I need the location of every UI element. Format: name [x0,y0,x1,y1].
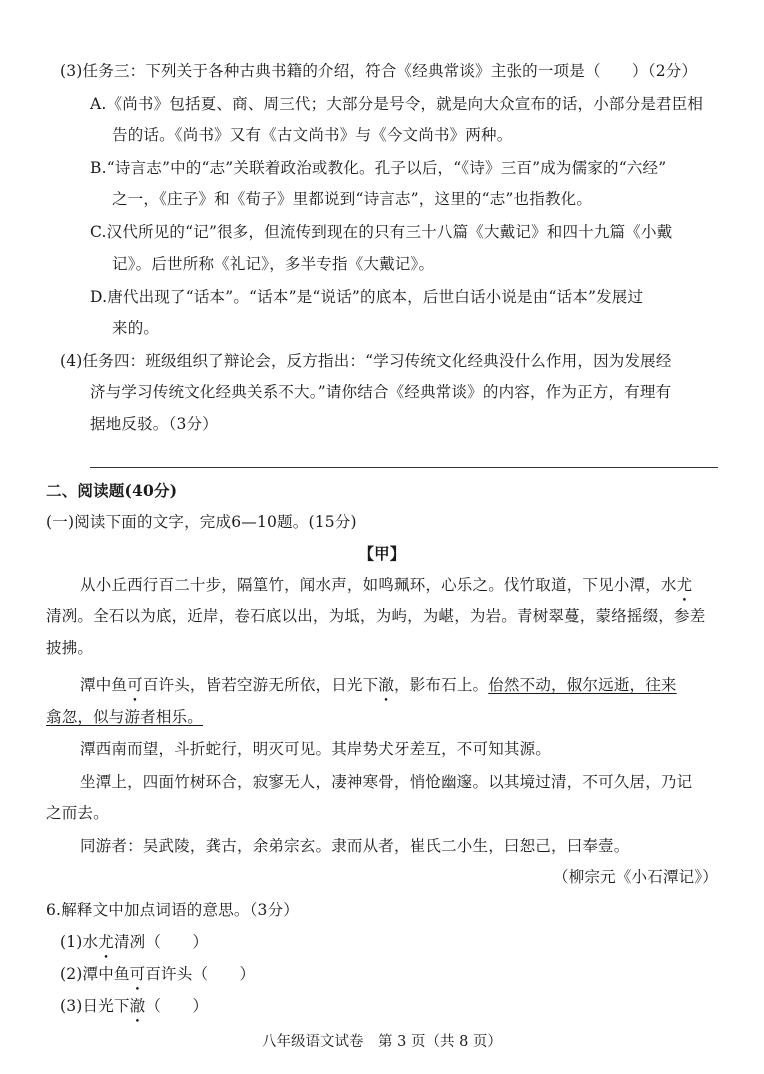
q3-option-b-line1: B.“诗言志”中的“志”关联着政治或教化。孔子以后，“《诗》三百”成为儒家的“六经” [90,159,667,177]
q3-option-d-line2: 来的。 [112,319,160,337]
q6-stem: 6.解释文中加点词语的意思。（3分） [46,901,300,919]
page-footer: 八年级语文试卷 第 3 页（共 8 页） [262,1034,502,1050]
dotted-char: 尤 [98,933,114,951]
q4-line3: 据地反驳。（3分） [90,415,218,433]
dotted-char: 可 [129,965,146,983]
q4-line1: (4)任务四：班级组织了辩论会，反方指出：“学习传统文化经典没什么作用，因为发展经 [60,352,672,370]
passage-label-jia: 【甲】 [358,544,406,563]
passage-p1-line2: 清冽。全石以为底，近岸，卷石底以出，为坻，为屿，为嵁，为岩。青树翠蔓，蒙络摇缀，参差 [46,607,706,625]
passage-p3: 潭西南而望，斗折蛇行，明灭可见。其岸势犬牙差互，不可知其源。 [80,740,552,758]
q6-item-3: (3)日光下澈（ ） [60,997,209,1015]
passage-p5: 同游者：吴武陵，龚古，余弟宗玄。隶而从者，崔氏二小生，曰恕己，曰奉壹。 [80,837,630,855]
passage-p4-line2: 之而去。 [46,804,109,822]
q6-item-1: (1)水尤清冽（ ） [60,933,209,951]
q3-stem: (3)任务三：下列关于各种古典书籍的介绍，符合《经典常谈》主张的一项是（ ）（2分） [60,62,698,80]
passage-p1-line3: 披拂。 [46,639,94,657]
underlined-sentence: 佁然不动，俶尔远逝，往来 [488,676,677,694]
section2-heading: 二、阅读题(40分) [46,481,178,500]
q4-line2: 济与学习传统文化经典关系不大。”请你结合《经典常谈》的内容，作为正方，有理有 [90,383,672,401]
dotted-char: 澈 [378,676,395,694]
dotted-char: 澈 [129,997,146,1015]
part1-instruction: (一)阅读下面的文字，完成6—10题。(15分) [46,513,357,531]
underlined-sentence: 翕忽，似与游者相乐。 [46,708,204,726]
dotted-char: 可 [127,676,143,694]
q3-option-a-line2: 告的话。《尚书》又有《古文尚书》与《今文尚书》两种。 [112,126,513,144]
dotted-char: 尤 [676,576,693,594]
q3-option-a-line1: A.《尚书》包括夏、商、周三代；大部分是号令，就是向大众宣布的话，小部分是君臣相 [90,95,704,113]
passage-p1-line1: 从小丘西行百二十步，隔篁竹，闻水声，如鸣珮环，心乐之。伐竹取道，下见小潭，水尤 [80,576,693,594]
q6-item-2: (2)潭中鱼可百许头（ ） [60,965,256,983]
passage-source: （柳宗元《小石潭记》） [553,868,718,886]
passage-p4-line1: 坐潭上，四面竹树环合，寂寥无人，凄神寒骨，悄怆幽邃。以其境过清，不可久居，乃记 [80,773,693,791]
q3-option-c-line1: C.汉代所见的“记”很多，但流传到现在的只有三十八篇《大戴记》和四十九篇《小戴 [90,223,673,241]
q3-option-b-line2: 之一，《庄子》和《荀子》里都说到“诗言志”，这里的“志”也指教化。 [112,190,593,208]
passage-p2-line2 [46,706,203,728]
passage-p2-line1: 潭中鱼可百许头，皆若空游无所依，日光下澈，影布石上。佁然不动，俶尔远逝，往来 [80,676,677,694]
section-divider [90,467,718,468]
q3-option-c-line2: 记》。后世所称《礼记》，多半专指《大戴记》。 [112,255,435,273]
q3-option-d-line1: D.唐代出现了“话本”。“话本”是“说话”的底本，后世白话小说是由“话本”发展过 [90,288,644,306]
